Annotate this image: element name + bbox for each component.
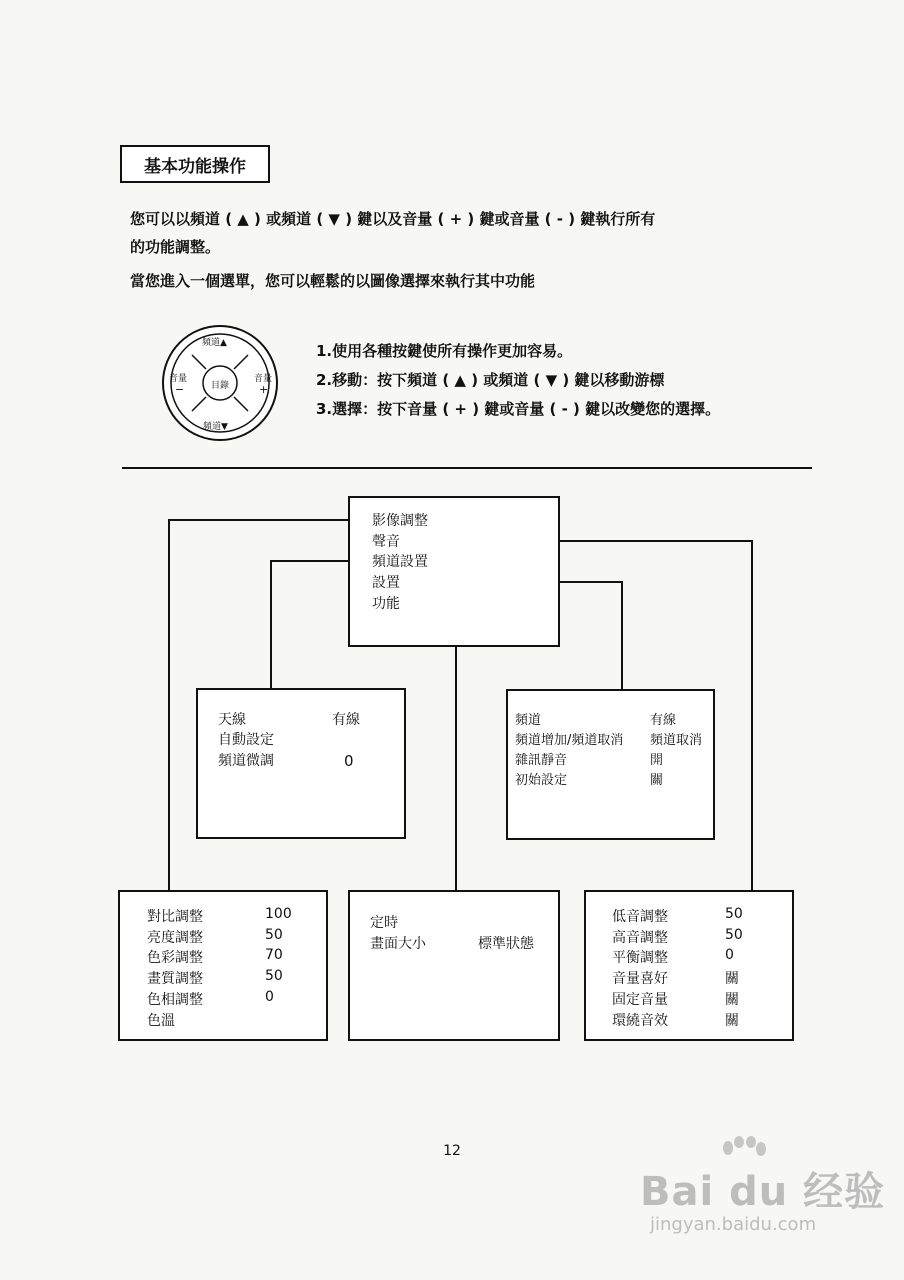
volume-minus-key[interactable]: 音量 — [169, 374, 188, 384]
watermark-logo: Bai du 经验 — [640, 1169, 886, 1215]
remote-dpad — [160, 323, 280, 443]
sound-row-label: 平衡調整 — [612, 950, 668, 966]
picture-row-value: 70 — [265, 947, 283, 963]
step-2: 2.移動：按下頻道 ( ▲ ) 或頻道 ( ▼ ) 鍵以移動游標 — [316, 371, 665, 389]
picture-row-value: 0 — [265, 989, 274, 1005]
menu-item-function[interactable]: 功能 — [372, 596, 400, 612]
picture-row-label: 色彩調整 — [147, 950, 203, 966]
settings-row-value: 關 — [650, 773, 664, 788]
picture-row-label: 畫質調整 — [147, 971, 203, 987]
channel-row-value: 0 — [344, 752, 354, 770]
channel-row-label: 自動設定 — [218, 732, 274, 748]
channel-row-label: 天線 — [218, 712, 246, 728]
intro-line-3: 當您進入一個選單，您可以輕鬆的以圖像選擇來執行其中功能 — [130, 272, 536, 290]
volume-minus-sign: − — [175, 383, 185, 396]
intro-line-1: 您可以以頻道 ( ▲ ) 或頻道 ( ▼ ) 鍵以及音量 ( + ) 鍵或音量 ( - ) 鍵執行所有 — [130, 210, 656, 228]
sound-row-value: 0 — [725, 947, 734, 963]
sound-row-label: 高音調整 — [612, 930, 668, 946]
sound-row-label: 環繞音效 — [612, 1013, 668, 1029]
settings-row-value: 有線 — [650, 713, 677, 728]
volume-plus-sign: + — [259, 383, 269, 396]
paw-icon — [718, 1136, 768, 1170]
menu-key[interactable]: 目錄 — [211, 381, 230, 391]
divider — [122, 467, 812, 469]
channel-up-key[interactable]: 頻道▲ — [202, 338, 227, 348]
sound-row-label: 低音調整 — [612, 909, 668, 925]
function-row-label: 定時 — [370, 915, 398, 931]
channel-row-value: 有線 — [332, 712, 360, 728]
step-1: 1.使用各種按鍵使所有操作更加容易。 — [316, 342, 573, 360]
settings-row-label: 雜訊靜音 — [515, 753, 568, 768]
sound-row-value: 關 — [725, 971, 739, 987]
sound-row-value: 50 — [725, 927, 743, 943]
menu-item-picture[interactable]: 影像調整 — [372, 513, 428, 529]
settings-row-value: 頻道取消 — [650, 733, 703, 748]
page-number: 12 — [443, 1143, 461, 1159]
menu-item-channel[interactable]: 頻道設置 — [372, 554, 428, 570]
function-row-label: 畫面大小 — [370, 936, 426, 952]
picture-row-value: 50 — [265, 927, 283, 943]
sound-row-label: 音量喜好 — [612, 971, 668, 987]
channel-row-label: 頻道微調 — [218, 753, 274, 769]
settings-row-value: 開 — [650, 753, 664, 768]
settings-row-label: 初始設定 — [515, 773, 568, 788]
sound-row-label: 固定音量 — [612, 992, 668, 1008]
function-row-value: 標準狀態 — [478, 936, 534, 952]
picture-row-label: 對比調整 — [147, 909, 203, 925]
section-title: 基本功能操作 — [120, 145, 270, 183]
picture-row-label: 色溫 — [147, 1013, 175, 1029]
menu-item-settings[interactable]: 設置 — [372, 575, 400, 591]
menu-item-sound[interactable]: 聲音 — [372, 534, 400, 550]
sound-row-value: 關 — [725, 1013, 739, 1029]
volume-plus-key[interactable]: 音量 — [254, 374, 273, 384]
picture-row-label: 色相調整 — [147, 992, 203, 1008]
watermark-url: jingyan.baidu.com — [650, 1214, 817, 1235]
sound-row-value: 關 — [725, 992, 739, 1008]
channel-down-key[interactable]: 頻道▼ — [203, 422, 228, 432]
picture-row-label: 亮度調整 — [147, 930, 203, 946]
settings-row-label: 頻道增加/頻道取消 — [515, 733, 624, 748]
sound-row-value: 50 — [725, 906, 743, 922]
picture-row-value: 50 — [265, 968, 283, 984]
intro-line-2: 的功能調整。 — [130, 238, 221, 256]
picture-row-value: 100 — [265, 906, 292, 922]
step-3: 3.選擇：按下音量 ( + ) 鍵或音量 ( - ) 鍵以改變您的選擇。 — [316, 400, 721, 418]
settings-row-label: 頻道 — [515, 713, 542, 728]
